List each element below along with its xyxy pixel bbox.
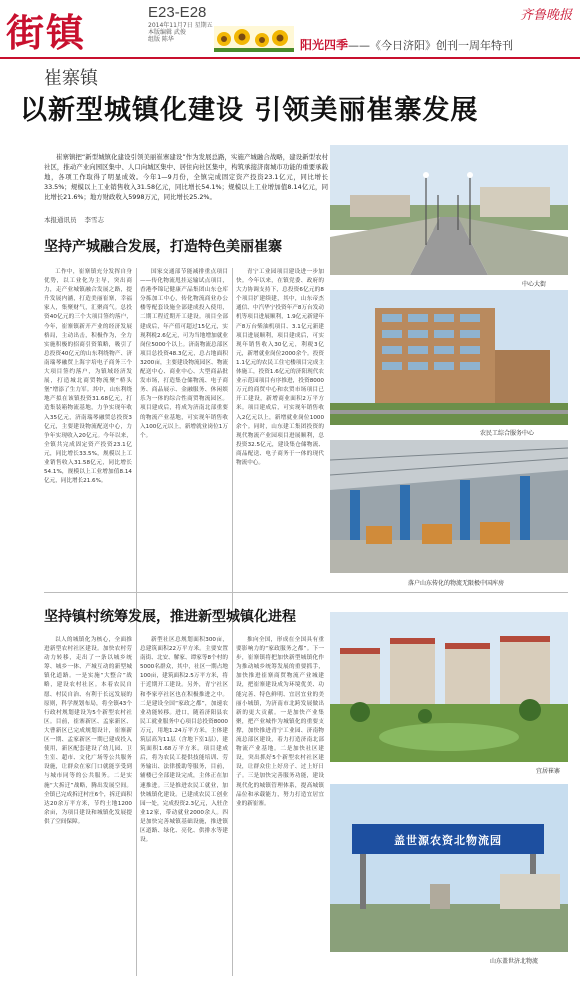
residential-photo-icon — [330, 612, 568, 762]
column-text: 国家交通部节能减排重点项目——传化物流甩挂运输试点项目，香港李锦记健康产品集团山东仓库分拣加工中心，传化物流商业办公楼等配套设施全部建成投入使用，二期工程近期开工建设。项目全部建成后，年产值可超过15亿元，实现利税2.6亿元，可为当地增加就业岗位5000个以上。济南物流总部区项目总投资48.3亿元，总占地面积3200亩，主要建设物流园区、物流配送中心、商业中心、大型商品批发市场，打造集仓储物流、电子商务、商品展示、金融服务、休闲娱乐为一体的综合性商贸物流园区。项目建成后，将成为济南北部重要的物流产业基地，可实现年销售收入100亿元以上，新增就业岗位1万个。 — [140, 269, 228, 439]
street-photo-icon — [330, 145, 568, 275]
photo-service-center — [330, 290, 568, 425]
building-photo-icon — [330, 290, 568, 425]
designer-credit: 组版 陈华 — [148, 36, 174, 43]
photo-residential — [330, 612, 568, 762]
article-lead: 崔寨镇把“新型城镇化建设引领美丽崔寨建设”作为发展总路，实施产城融合战略，建设新型农村社区，推动产业向园区集中、人口向城区集中、居住向社区集中，构筑承接济南城市功能的重要承载地，各项工作取得了明显成效。今年1—9月份，全镇完成固定资产投资23.1亿元，同比增长33.5%；规模以上工业销售收入31.58亿元，同比增长54.1%；规模以上工业增加值8.14亿元，同比增长21.6%；地方财政收入5998万元，同比增长25.2%。 — [44, 153, 328, 201]
section-2-column-1 — [44, 636, 132, 976]
photo-main-street — [330, 145, 568, 275]
column-divider — [232, 636, 233, 976]
photo-caption-1: 中心大街 — [522, 281, 547, 288]
article-headline: 以新型城镇化建设 引领美丽崔寨发展 — [20, 95, 479, 126]
byline — [44, 215, 112, 224]
logistics-sign-text: 盖世源农资北物流园 — [394, 834, 502, 847]
column-text: 以人的城镇化为核心，全面推进新型农村社区建设。加快农村劳动力转移，走出了一条以城乡统筹、城乡一体、产城互动的新型城镇化道路。一是实施“大整合”战略，建设农村社区。本着农民自愿、村民自治、有利于长远发展的原则，科学规划布局，将全镇43个行政村规划建设为5个新型农村社区。目前，崔寨新区、孟家新区、大曹新区已完成规划设计，崔寨新区一期、孟家新区一期已建成投入使用，新区配套建设了幼儿园、卫生室、超市、文化广场等公共服务设施，让群众在家门口就能享受到与城市同等的公共服务。二是实施“大拆迁”战略，腾出发展空间。全镇已完成拆迁村庄6个，拆迁面积达20余万平方米，节约土地1200余亩，为项目建设和城镇化发展提供了空间保障。 — [44, 637, 132, 825]
promo-banner — [300, 36, 513, 53]
byline-label: 本报通讯员 — [44, 216, 77, 224]
section-title: 街镇 — [6, 10, 87, 55]
photo-logistics — [330, 784, 568, 952]
column-text: 推向全国，形成在全国具有重要影响力的“家政服务之都”。下一步，崔寨镇将把加快新型城镇化作为推动城乡统筹发展的重要抓手，加快推进崔寨商贸物流产业城建设，把崔寨建设成为环境优美、功能完善、特色鲜明、宜居宜业的美丽小城镇，为济南市北跨发展做出新的更大贡献。一是加快产业集聚，把产业城作为城镇化的重要支撑，加快推进青宁工业园、济南物流总部区建设，着力打造济南北部物流产业基地。二是加快社区建设，突出抓好5个新型农村社区建设，让群众住上好房子、过上好日子。三是加快完善服务功能，建设现代化的城镇管理体系，提高城镇品位和承载能力，努力打造宜居宜业的新崔寨。 — [236, 637, 324, 807]
photo-caption-3: 落户山东传化的物流无限极中国库房 — [408, 580, 505, 587]
section-2-column-3 — [236, 636, 324, 976]
masthead-meta — [148, 22, 213, 43]
byline-name: 李雪志 — [84, 216, 104, 224]
editor-credit: 本版编辑 武俊 — [148, 29, 186, 36]
paper-logo: 齐鲁晚报 — [520, 8, 573, 23]
section-divider — [44, 592, 568, 593]
article-subhead: 崔寨镇 — [44, 68, 98, 89]
photo-caption-4: 宜居崔寨 — [536, 768, 561, 775]
section-1-title: 坚持产城融合发展，打造特色美丽崔寨 — [44, 239, 282, 255]
edition-number: E23-E28 — [148, 4, 207, 21]
logistics-photo-icon — [330, 784, 568, 952]
issue-date: 2014年11月7日 星期五 — [148, 22, 213, 29]
promo-text: ——《今日济阳》创刊一周年特刊 — [348, 39, 514, 52]
column-text: 新型社区总规划面积300亩，总建筑面积22万平方米。主要安置南街、北安、解家、谭家等8个村的5000名群众，其中，社区一期占地100亩，建筑面积2.5万平方米，将于近期开工建设。另外，青宁社区和李家亭社区也在积极推进之中。二是建设全国“家政之都”，加速农业功能转移。进口，随着济阳县农民工就业服务中心项目总投资8000万元，用地1.24万平方米，主体建筑层高为11层（含地下室1层），建筑面积1.68万平方米。项目建成后，将为农民工提供技能培训、劳务输出、法律援助等服务，目前，辅楼已全部建设完成，主体正在加速推进。三是推进农民工就业，加快城镇化建设。已建成农民工创业园一处，完成投资2.3亿元，入驻企业12家，带动就业2000余人。四是加快完善城镇基础设施，推进镇区道路、绿化、亮化、供排水等建设。 — [140, 637, 228, 844]
column-text: 青宁工业园项目建设进一步加快。今年以来，在镇党委、政府的大力协调支持下，总投资6亿元的8个项目扩建续建，其中，山东帝杰通信、中汽华宁投资年产8万台发动机等项目进展顺利，1.9亿元新建年产8万台柴油机项目、3.1亿元新建项目进展顺利，项目建成后，可实现年销售收入30亿元，利税3亿元，新增就业岗位2000余个。投资1.1亿元的农民工住宅楼项目完成主体施工，投资1.6亿元的济阳现代农业示范园项目有序推进，投资8000万元的商贸中心和农贸市场项目已开工建设，新增商业面积2万平方米。项目建成后，可实现年销售收入2亿元以上，新增就业岗位1000余个。同时，山东建工集团投资的现代物流产业园项目进展顺利，总投资32.5亿元，建设集仓储物流、商品配送、电子商务于一体的现代物流中心。 — [236, 269, 324, 466]
column-text: 工作中，崔寨镇充分发挥自身优势，以工业化为主导，突出商力，走产业城镇融合发展之路，提升发展内涵，打造美丽崔寨，幸福家人，集聚财气，汇聚商气。总投资40亿元的三个大项目签约落户，今年，崔寨镇新开产业的经济发展格局，主动出击，积极作为，全力实施积极的招商引资策略，吸引了总投资40亿元的山东利绕物产、济南瑞琴融贸上海宇培电子商务三个大项目签约落户，为镇域经济发展，打造城北商贸物流聚“桥头堡”增添了生力军。其中，山东利绕地产拟在该镇投资31.68亿元，打造集装箱物流基地，力争实现年收入35亿元，济南瑞琴融贸总投资3亿元，主要建设物流配送中心，力争年实现收入20亿元。今年以来，全镇共完成固定资产投资23.1亿元，同比增长33.5%，规模以上工业销售收入31.58亿元，同比增长54.1%，规模以上工业增加值8.14亿元，同比增长21.6%。 — [44, 269, 132, 485]
masthead-rule — [0, 57, 580, 59]
photo-caption-5: 山东盖世济北物流 — [490, 958, 539, 965]
promo-title: 阳光四季 — [300, 38, 349, 52]
sunflower-banner-icon — [214, 26, 294, 52]
masthead — [0, 0, 580, 56]
section-2-title: 坚持镇村统筹发展，推进新型城镇化进程 — [44, 609, 296, 625]
photo-warehouse — [330, 440, 568, 573]
warehouse-photo-icon — [330, 440, 568, 573]
section-2-column-2 — [140, 636, 228, 976]
photo-caption-2: 农民工综合服务中心 — [480, 430, 535, 437]
column-divider — [136, 636, 137, 976]
